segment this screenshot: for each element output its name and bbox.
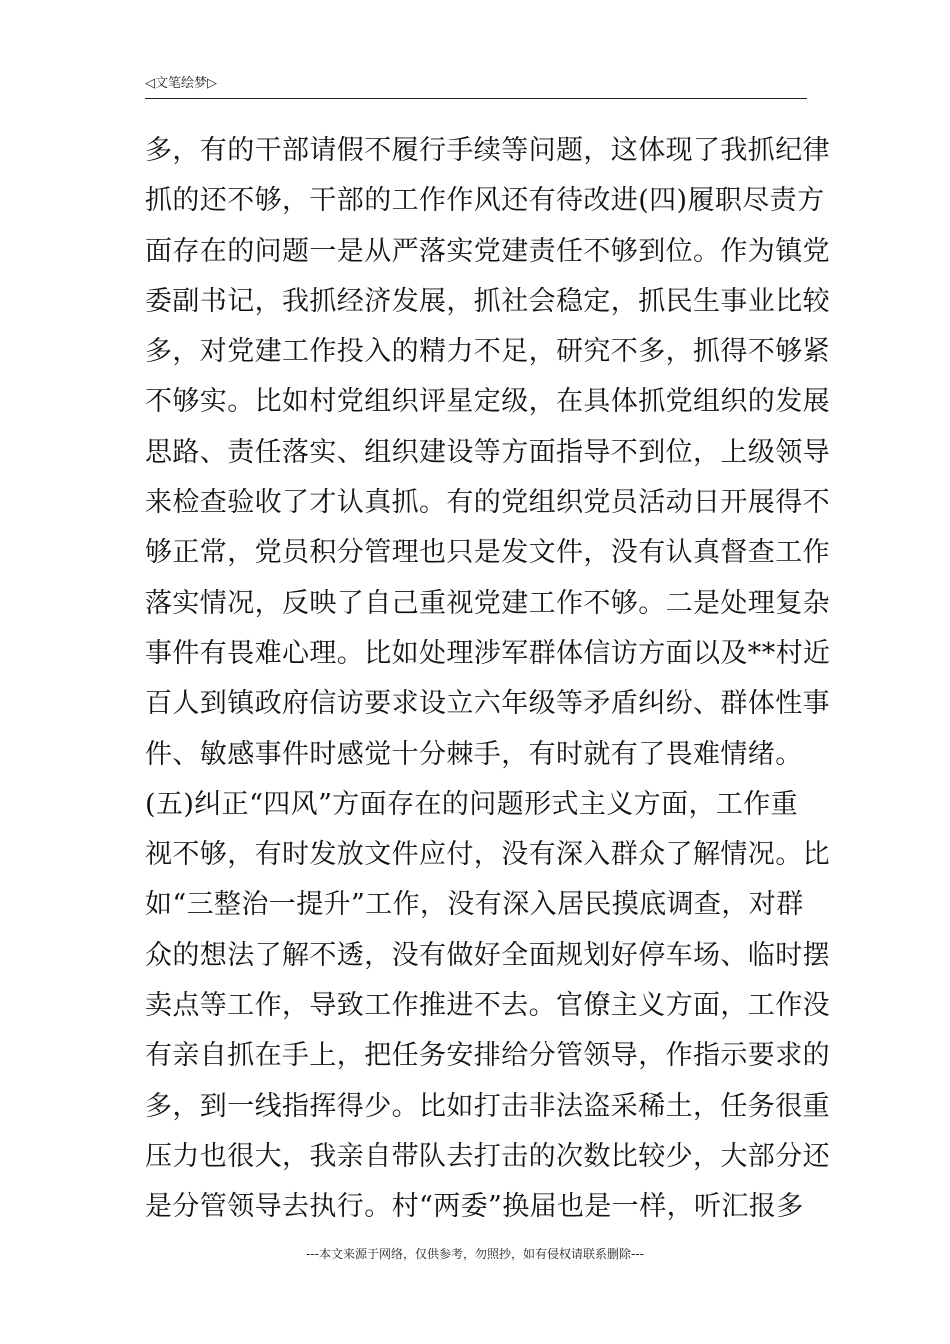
body-line: 委副书记，我抓经济发展，抓社会稳定，抓民生事业比较	[145, 285, 830, 317]
body-line: 抓的还不够，干部的工作作风还有待改进(四)履职尽责方	[145, 185, 825, 217]
body-line: (五)纠正“四风”方面存在的问题形式主义方面，工作重	[145, 788, 799, 820]
body-line: 落实情况，反映了自己重视党建工作不够。二是处理复杂	[145, 587, 830, 619]
body-line: 有亲自抓在手上，把任务安排给分管领导，作指示要求的	[145, 1040, 830, 1072]
body-line: 压力也很大，我亲自带队去打击的次数比较少，大部分还	[145, 1140, 830, 1172]
body-line: 事件有畏难心理。比如处理涉军群体信访方面以及**村近	[145, 637, 831, 669]
body-line: 多，到一线指挥得少。比如打击非法盗采稀土，任务很重	[145, 1090, 830, 1122]
body-line: 众的想法了解不透，没有做好全面规划好停车场、临时摆	[145, 939, 830, 971]
header-title: ◁文笔绘梦▷	[145, 76, 217, 91]
body-line: 思路、责任落实、组织建设等方面指导不到位，上级领导	[145, 436, 830, 468]
body-line: 是分管领导去执行。村“两委”换届也是一样，听汇报多	[145, 1191, 804, 1223]
body-line: 来检查验收了才认真抓。有的党组织党员活动日开展得不	[145, 487, 830, 519]
body-line: 不够实。比如村党组织评星定级，在具体抓党组织的发展	[145, 386, 830, 418]
footer-disclaimer: ---本文来源于网络，仅供参考，勿照抄，如有侵权请联系删除---	[306, 1247, 644, 1261]
body-line: 百人到镇政府信访要求设立六年级等矛盾纠纷、群体性事	[145, 688, 830, 720]
body-line: 多，对党建工作投入的精力不足，研究不多，抓得不够紧	[145, 336, 830, 368]
body-line: 件、敏感事件时感觉十分棘手，有时就有了畏难情绪。	[145, 738, 803, 770]
body-line: 够正常，党员积分管理也只是发文件，没有认真督查工作	[145, 537, 830, 569]
body-line: 视不够，有时发放文件应付，没有深入群众了解情况。比	[145, 839, 830, 871]
body-line: 如“三整治一提升”工作，没有深入居民摸底调查，对群	[145, 889, 804, 921]
page-header	[145, 74, 807, 99]
document-body	[145, 126, 831, 1233]
body-line: 多，有的干部请假不履行手续等问题，这体现了我抓纪律	[145, 135, 830, 166]
body-line: 面存在的问题一是从严落实党建责任不够到位。作为镇党	[145, 235, 830, 267]
body-line: 卖点等工作，导致工作推进不去。官僚主义方面，工作没	[145, 990, 830, 1022]
